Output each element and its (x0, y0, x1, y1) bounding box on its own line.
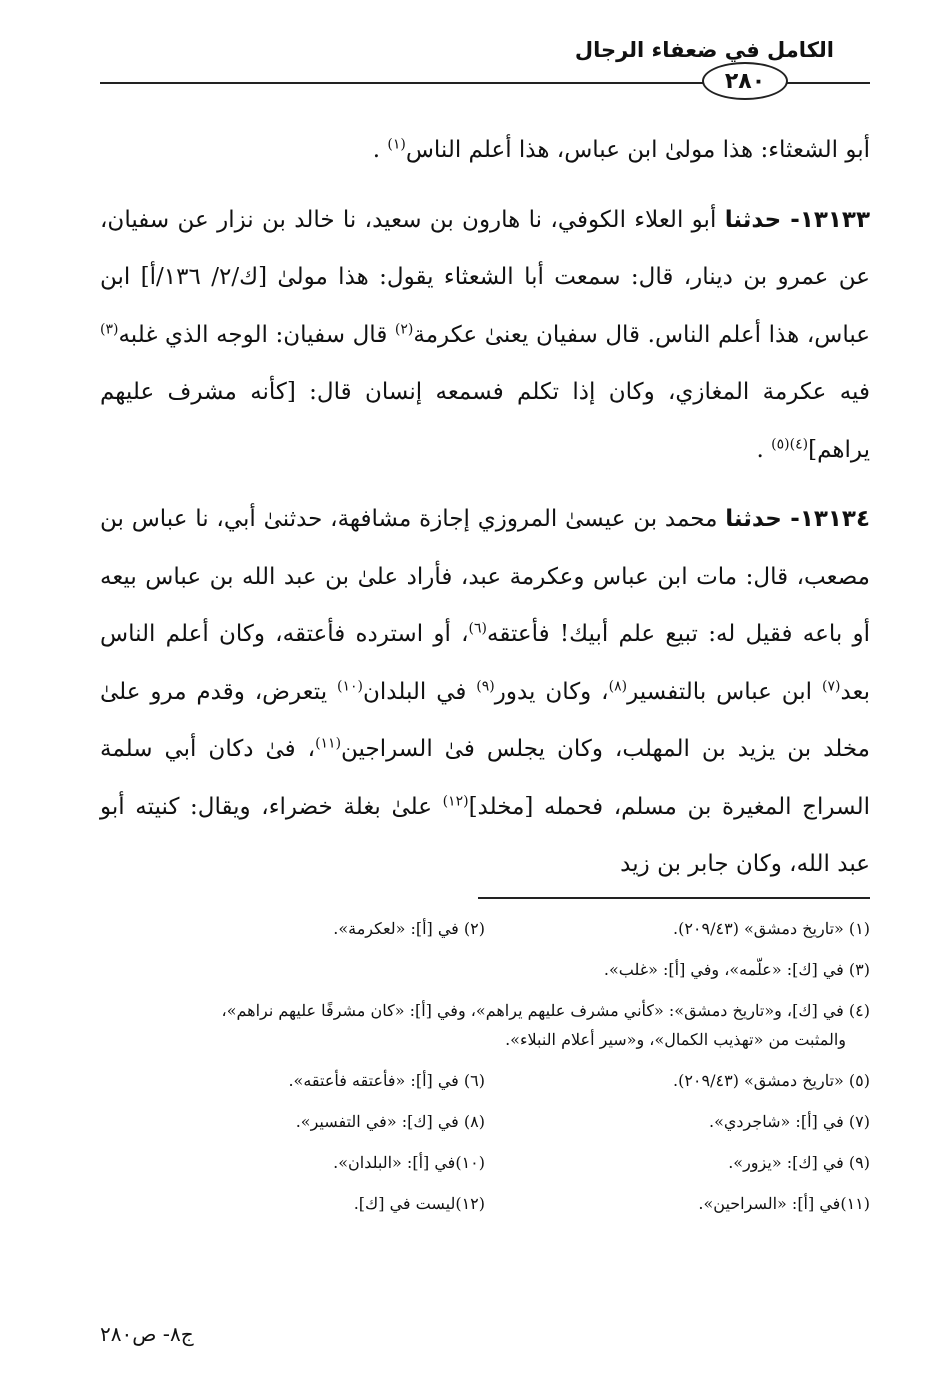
hadith-number: ١٣١٣٤- حدثنا (725, 506, 871, 532)
paragraph-text: أبو الشعثاء: هذا مولىٰ ابن عباس، هذا أعلم الناس (405, 137, 870, 163)
footnote-row (100, 955, 870, 984)
footnote-ref: (٧) (821, 677, 841, 694)
footnote-5: (٥) «تاريخ دمشق» (٢٠٩/٤٣). (673, 1071, 870, 1090)
footnote-row (100, 914, 870, 943)
paragraph-text: في البلدان (362, 678, 477, 705)
paragraph-end: . (372, 137, 381, 163)
footnote-ref: (١) (387, 136, 406, 153)
footnote-4: (٤) في [ك]، و«تاريخ دمشق»: «كأني مشرف عليهم يراهم»، وفي [أ]: «كان مشرفًا عليهم نراهم»، (221, 1001, 870, 1020)
footnote-11: (١١)في [أ]: «السراحين». (698, 1194, 870, 1213)
footnote-7: (٧) في [أ]: «شاجردي». (709, 1112, 870, 1131)
footnote-ref: (٤) (789, 435, 809, 452)
footnote-row (100, 996, 870, 1025)
footnote-6: (٦) في [أ]: «فأعتقه فأعتقه». (288, 1071, 485, 1090)
paragraph-text: قال سفيان: الوجه الذي غلبه (118, 321, 395, 348)
footnotes (100, 914, 870, 1218)
footnote-row (100, 1025, 870, 1054)
paragraph-text: يتعرض، وقدم مرو علىٰ مخلد بن يزيد بن المهلب، وكان يجلس فىٰ السراجين (100, 678, 870, 762)
paragraph-text: فيه عكرمة المغازي، وكان إذا تكلم فسمعه إنسان قال: [كأنه مشرف عليهم يراهم] (100, 379, 870, 463)
hadith-13134 (100, 491, 870, 894)
footnote-2: (٢) في [أ]: «لعكرمة». (333, 919, 485, 938)
volume-page-reference: ج٨- ص٢٨٠ (100, 1322, 194, 1346)
main-text (100, 122, 870, 894)
footnote-ref: (٣) (100, 320, 119, 337)
footnote-separator (478, 897, 870, 899)
footnote-3: (٣) في [ك]: «علّمه»، وفي [أ]: «غلب». (603, 960, 870, 979)
footnote-ref: (١١) (315, 735, 342, 752)
footnote-4-continued: والمثبت من «تهذيب الكمال»، و«سير أعلام النبلاء». (505, 1030, 846, 1049)
footnote-row (100, 1189, 870, 1218)
paragraph-text: ، أو استرده فأعتقه، وكان أعلم الناس بعد (100, 621, 871, 705)
footnote-ref: (١٠) (337, 677, 363, 694)
book-title: الكامل في ضعفاء الرجال (574, 38, 834, 62)
footnote-ref: (١٢) (442, 792, 469, 809)
hadith-number: ١٣١٣٣- حدثنا (724, 206, 871, 233)
paragraph-text: أبو العلاء الكوفي، نا هارون بن سعيد، نا خالد بن نزار عن سفيان، عن عمرو بن دينار، قال: سمعت أبا الشعثاء يقول: هذا مولىٰ [ك/٢/ ١٣٦/أ] ابن عباس، هذا أعلم الناس. قال سفيان يعنىٰ عكرمة (100, 206, 870, 348)
footnote-ref: (٨) (608, 677, 628, 694)
page-number: ٢٨٠ (724, 68, 766, 94)
paragraph-end: . (756, 436, 764, 463)
paragraph-text: ، وكان يدور (494, 678, 609, 705)
footnote-10: (١٠)في [أ]: «البلدان». (333, 1153, 485, 1172)
footnote-ref: (٦) (468, 620, 487, 637)
footnote-row (100, 1066, 870, 1095)
paragraph-text: علىٰ بغلة خضراء، ويقال: كنيته أبو عبد الله، وكان جابر بن زيد (100, 793, 870, 877)
footnote-row (100, 1148, 870, 1177)
paragraph-text: ، فىٰ دكان أبي سلمة السراج المغيرة بن مسلم، فحمله [مخلد] (100, 736, 870, 820)
paragraph-intro (100, 122, 870, 180)
footnote-8: (٨) في [ك]: «في التفسير». (295, 1112, 485, 1131)
footnote-ref: (٢) (394, 320, 414, 337)
footnote-row (100, 1107, 870, 1136)
hadith-13133 (100, 192, 870, 480)
footnote-9: (٩) في [ك]: «يزور». (728, 1153, 870, 1172)
footnote-ref: (٥) (771, 435, 790, 452)
paragraph-text: ابن عباس بالتفسير (627, 678, 822, 705)
footnote-ref: (٩) (476, 677, 495, 694)
paragraph-text: محمد بن عيسىٰ المروزي إجازة مشافهة، حدثنىٰ أبي، نا عباس بن مصعب، قال: مات ابن عباس وعكرمة عبد، فأراد علىٰ بن عبد الله بن عباس بيعه أو باعه فقيل له: تبيع علم أبيك! فأعتقه (100, 506, 871, 647)
page-number-badge (702, 62, 788, 100)
footnote-1: (١) «تاريخ دمشق» (٢٠٩/٤٣). (673, 919, 870, 938)
footnote-12: (١٢)ليست في [ك]. (353, 1194, 485, 1213)
